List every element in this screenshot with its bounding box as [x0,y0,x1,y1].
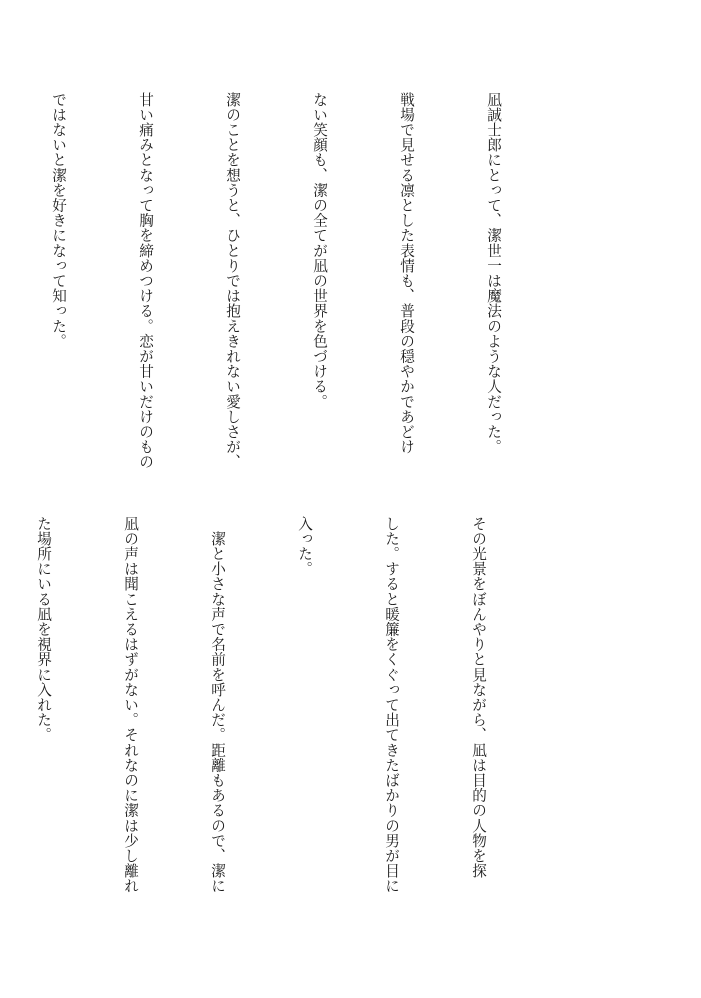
text-column: 戦場で見せる凛とした表情も、普段の穏やかであどけ [398,92,415,455]
text-column: た場所にいる凪を視界に入れた。 [35,516,52,743]
text-column: ない笑顔も、潔の全てが凪の世界を色づける。 [311,92,328,410]
text-block-top [50,92,566,477]
text-column: 凪の声は聞こえるはずがない。それなのに潔は少し離れ [122,516,139,894]
text-column: ではないと潔を好きになって知った。 [50,92,67,349]
text-column: 入った。 [296,516,313,577]
text-column: 潔と小さな声で名前を呼んだ。距離もあるので、潔に [209,516,226,894]
text-column: 潔のことを想うと、ひとりでは抱えきれない愛しさが、 [224,92,241,470]
text-block-bottom [35,516,551,906]
text-column: その光景をぼんやりと見ながら、凪は目的の人物を探 [470,516,487,879]
text-column: 甘い痛みとなって胸を締めつける。恋が甘いだけのもの [137,92,154,470]
text-column: 凪誠士郎にとって、潔世一は魔法のような人だった。 [485,92,502,455]
text-column: した。すると暖簾をくぐって出てきたばかりの男が目に [383,516,400,894]
